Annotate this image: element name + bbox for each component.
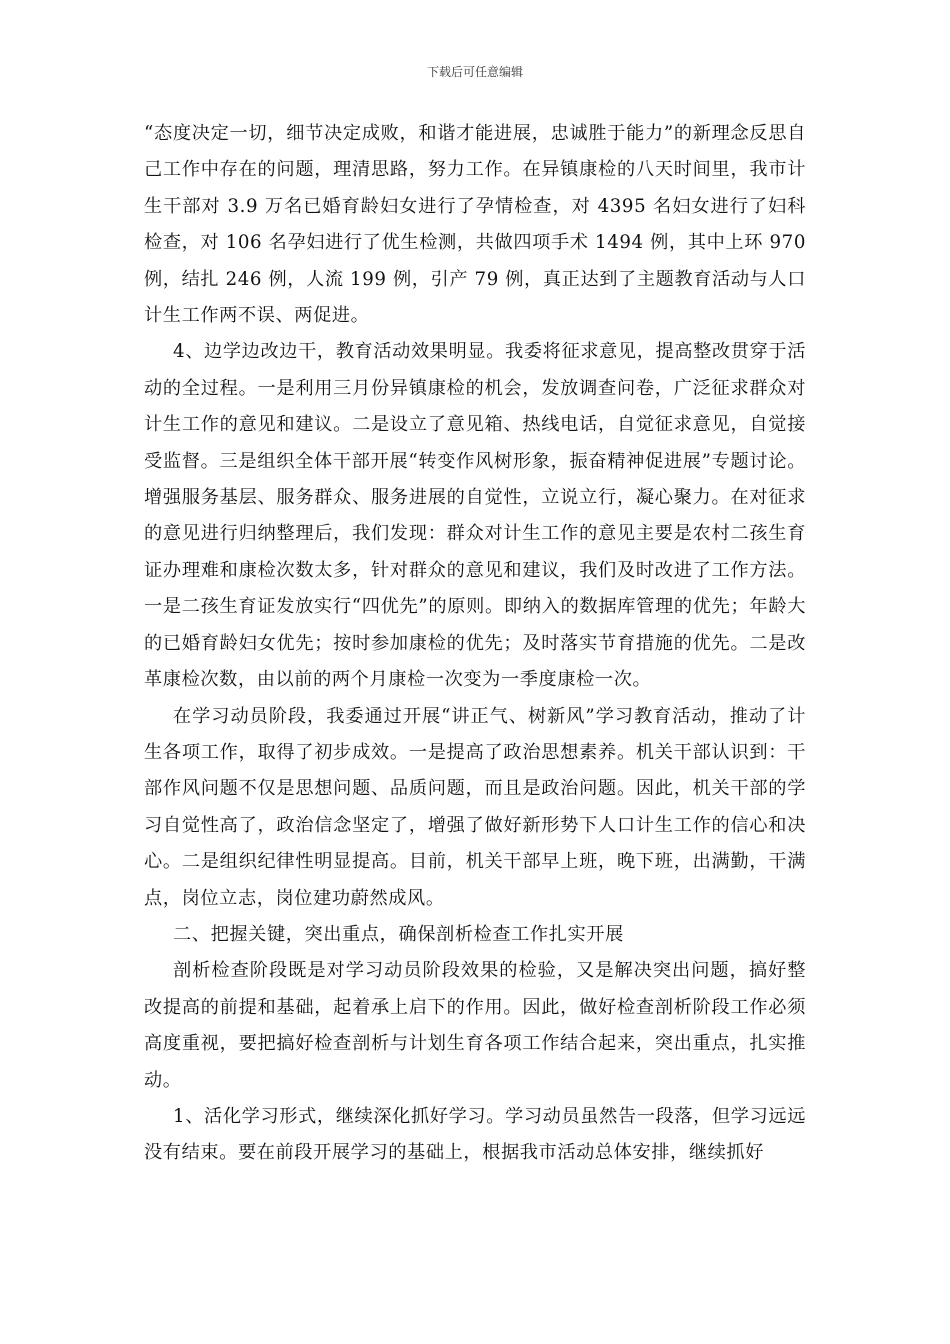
document-body [144, 116, 806, 1172]
section-heading: 二、把握关键，突出重点，确保剖析检查工作扎实开展 [173, 923, 624, 945]
paragraph-4: 剖析检查阶段既是对学习动员阶段效果的检验，又是解决突出问题，搞好整改提高的前提和基础，起着承上启下的作用。因此，做好检查剖析阶段工作必须高度重视，要把搞好检查剖析与计划生育各项工作结合起来，突出重点，扎实推动。 [144, 960, 806, 1091]
page-header: 下载后可任意编辑 [426, 65, 523, 79]
paragraph-3: 在学习动员阶段，我委通过开展“讲正气、树新风”学习教育活动，推动了计生各项工作，取得了初步成效。一是提高了政治思想素养。机关干部认识到：干部作风问题不仅是思想问题、品质问题，而且是政治问题。因此，机关干部的学习自觉性高了，政治信念坚定了，增强了做好新形势下人口计生工作的信心和决心。二是组织纪律性明显提高。目前，机关干部早上班，晚下班，出满勤，干满点，岗位立志，岗位建功蔚然成风。 [144, 705, 806, 909]
paragraph-5: 1、活化学习形式，继续深化抓好学习。学习动员虽然告一段落，但学习远远没有结束。要在前段开展学习的基础上，根据我市活动总体安排，继续抓好 [144, 1105, 806, 1164]
paragraph-1: “态度决定一切，细节决定成败，和谐才能进展，忠诚胜于能力”的新理念反思自己工作中存在的问题，理清思路，努力工作。在异镇康检的八天时间里，我市计生干部对 3.9 万名已婚育龄妇女进行了孕情检查，对 4395 名妇女进行了妇科检查，对 106 名孕妇进行了优生检测，共做四项手术 1494 例，其中上环 970 例，结扎 246 例，人流 199 例，引产 79 例，真正达到了主题教育活动与人口计生工作两不误、两促进。 [144, 123, 806, 327]
paragraph-2: 4、边学边改边干，教育活动效果明显。我委将征求意见，提高整改贯穿于活动的全过程。一是利用三月份异镇康检的机会，发放调查问卷，广泛征求群众对计生工作的意见和建议。二是设立了意见箱、热线电话，自觉征求意见，自觉接受监督。三是组织全体干部开展“转变作风树形象，振奋精神促进展”专题讨论。增强服务基层、服务群众、服务进展的自觉性，立说立行，凝心聚力。在对征求的意见进行归纳整理后，我们发现：群众对计生工作的意见主要是农村二孩生育证办理难和康检次数太多，针对群众的意见和建议，我们及时改进了工作方法。一是二孩生育证发放实行“四优先”的原则。即纳入的数据库管理的优先；年龄大的已婚育龄妇女优先；按时参加康检的优先；及时落实节育措施的优先。二是改革康检次数，由以前的两个月康检一次变为一季度康检一次。 [144, 341, 806, 691]
